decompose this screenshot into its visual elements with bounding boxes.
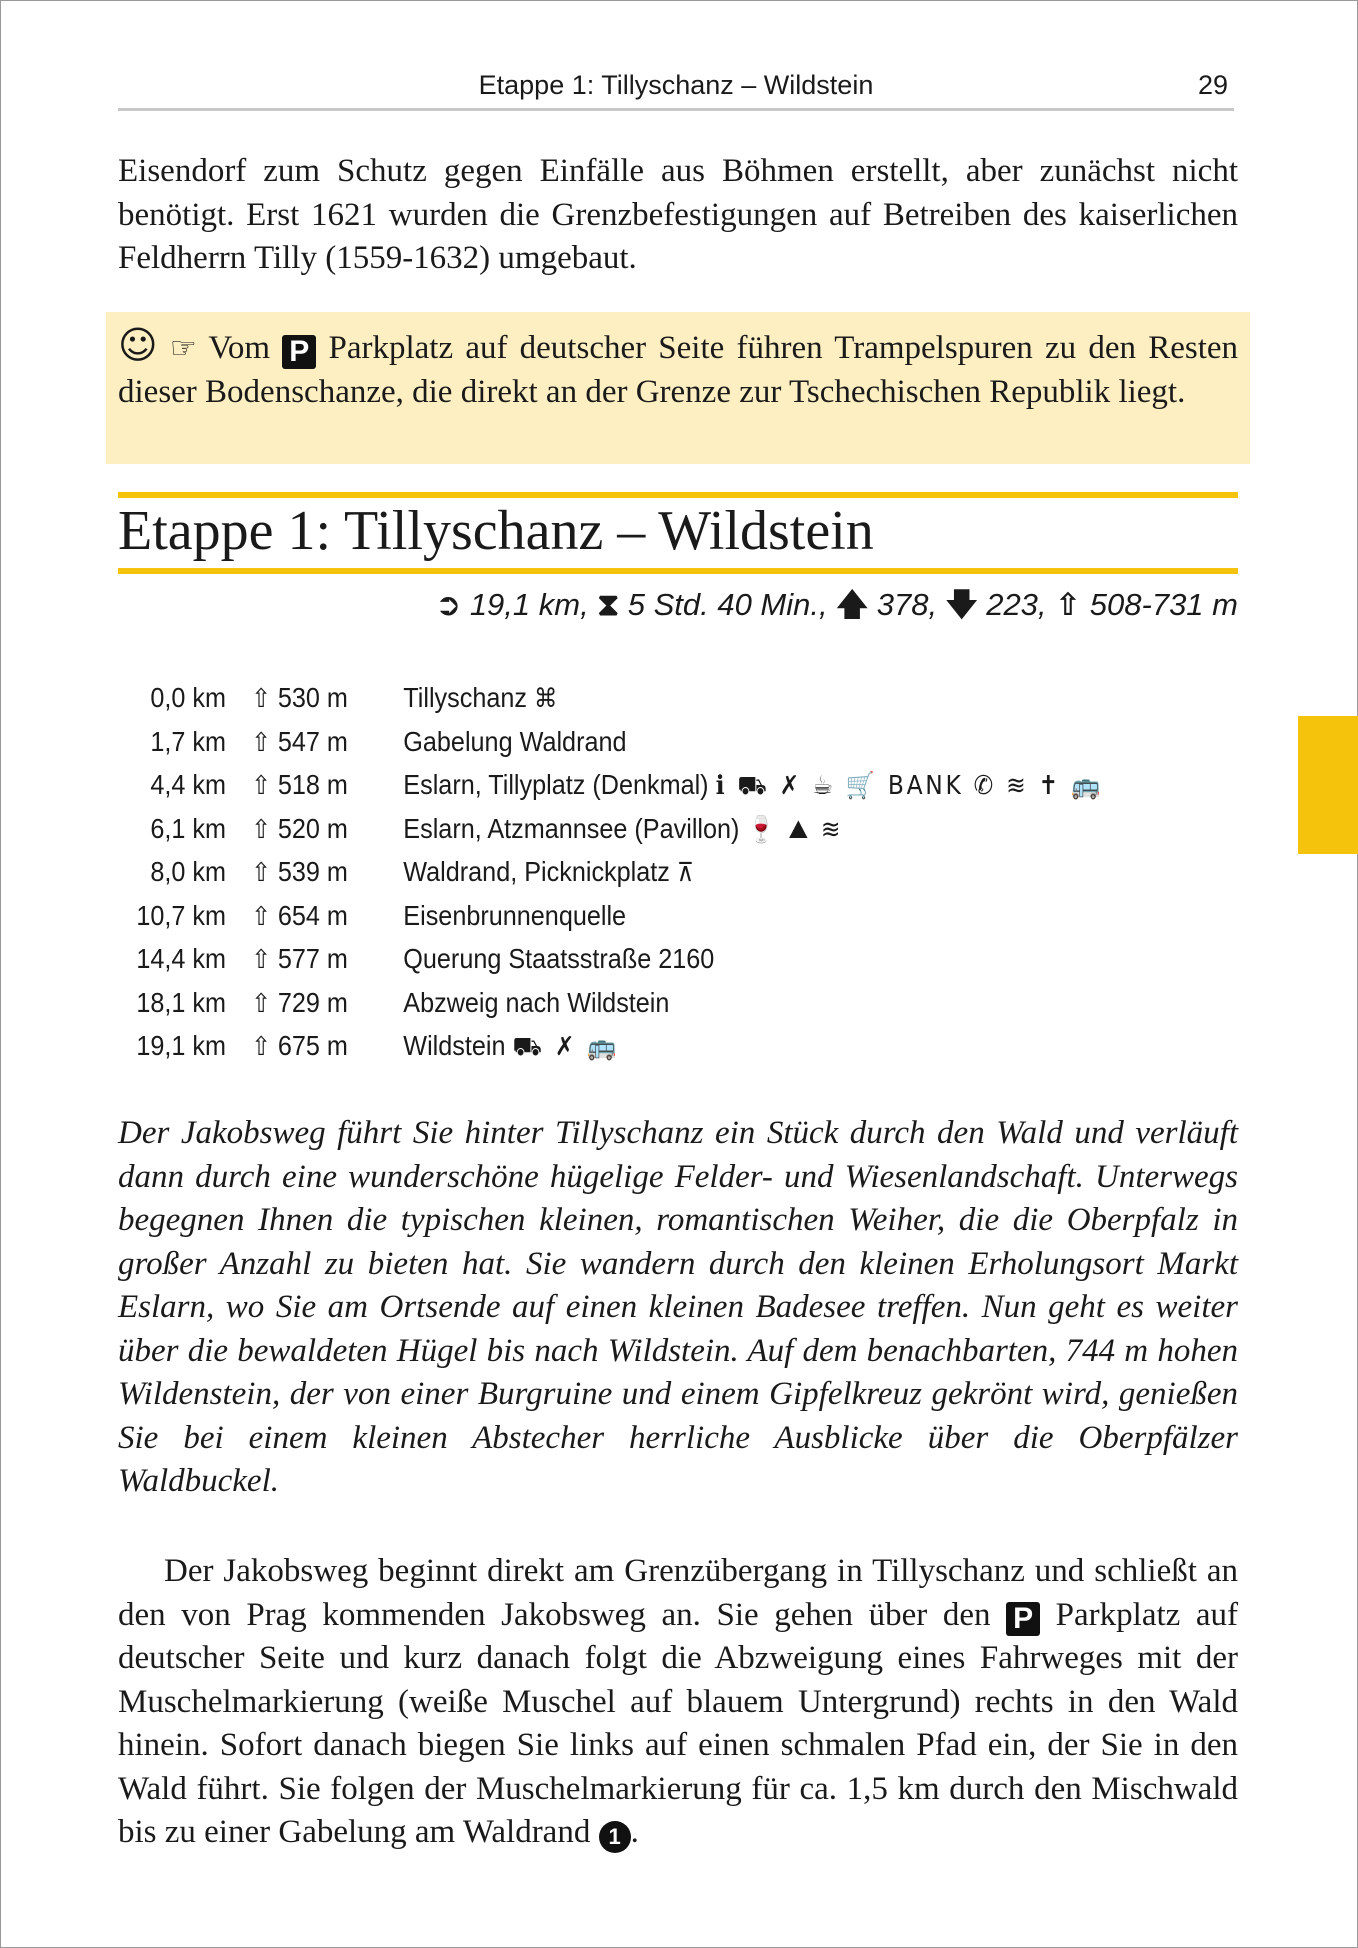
route-place bbox=[403, 763, 1103, 809]
route-altitude-value: 520 m bbox=[277, 812, 348, 844]
facility-icons: ⊼ bbox=[676, 858, 697, 888]
route-row bbox=[118, 807, 1126, 851]
route-row bbox=[118, 850, 1126, 894]
stage-summary: Der Jakobsweg führt Sie hinter Tillyschanz ein Stück durch den Wald und verläuft dann durch eine wunderschöne hügelige Felder- und Wiesenlandschaft. Unterwegs begegnen Ihnen die typischen kleinen, romantischen Weiher, die die Oberpfalz in großer Anzahl zu bieten hat. Sie wandern durch den kleinen Erholungsort Markt Eslarn, wo Sie am Ortsende auf einen kleinen Badesee treffen. Nun geht es weiter über die bewaldeten Hügel bis nach Wildstein. Auf dem benachbarten, 744 m hohen Wildenstein, der von einer Burgruine und einem Gipfelkreuz gekrönt wird, genießen Sie bei einem kleinen Abstecher herrliche Ausblicke über die Oberpfälzer Waldbuckel. bbox=[118, 1115, 1238, 1499]
route-place bbox=[403, 676, 560, 722]
info-text-before: Vom bbox=[208, 330, 271, 366]
route-place-name: Querung Staatsstraße 2160 bbox=[403, 943, 715, 974]
route-distance: 19,1 km bbox=[136, 1030, 226, 1061]
route-altitude bbox=[251, 676, 348, 722]
route-place-name: Eslarn, Atzmannsee (Pavillon) bbox=[403, 812, 740, 844]
route-altitude bbox=[251, 894, 348, 940]
smiley-icon: ☺ bbox=[118, 323, 158, 367]
route-place-name: Waldrand, Picknickplatz bbox=[403, 856, 670, 887]
route-altitude bbox=[251, 937, 348, 983]
route-row bbox=[118, 676, 1126, 720]
altitude-arrow-icon: ⇧ bbox=[251, 945, 271, 975]
route-distance: 14,4 km bbox=[136, 943, 226, 974]
route-table bbox=[118, 676, 1238, 1068]
route-place-name: Tillyschanz bbox=[403, 682, 528, 713]
route-altitude-value: 547 m bbox=[277, 725, 348, 757]
route-row bbox=[118, 720, 1126, 764]
route-place bbox=[403, 720, 626, 766]
facility-icons: ⛟ ✗ 🚌 bbox=[512, 1032, 620, 1062]
route-distance: 10,7 km bbox=[136, 899, 226, 931]
ascent-value: 378, bbox=[876, 587, 938, 622]
altitude-arrow-icon: ⇧ bbox=[251, 901, 271, 932]
descent-value: 223, bbox=[986, 587, 1047, 622]
facility-icons: ℹ ⛟ ✗ ☕ 🛒 BANK ✆ ≋ ✝ 🚌 bbox=[715, 771, 1103, 801]
route-text-end: . bbox=[630, 1814, 639, 1850]
route-text-before: Der Jakobsweg beginnt direkt am Grenzübergang in Tillyschanz und schließt an den von Prag kommenden Jakobsweg an. Sie gehen über den bbox=[118, 1553, 1238, 1633]
parking-icon: P bbox=[1006, 1602, 1040, 1636]
ascent-arrow-icon: 🡅 bbox=[836, 587, 869, 623]
altitude-arrow-icon: ⇧ bbox=[251, 988, 271, 1019]
running-head bbox=[118, 68, 1234, 111]
altitude-arrow-icon: ⇧ bbox=[251, 684, 271, 714]
info-box-text bbox=[118, 324, 1238, 414]
running-head-title: Etappe 1: Tillyschanz – Wildstein bbox=[478, 70, 874, 100]
distance-value: 19,1 km, bbox=[469, 587, 589, 622]
route-place bbox=[403, 981, 669, 1027]
route-altitude bbox=[251, 850, 348, 896]
stage-stats bbox=[118, 582, 1238, 635]
route-place bbox=[403, 937, 714, 983]
route-distance: 4,4 km bbox=[150, 769, 226, 800]
route-place bbox=[403, 1024, 619, 1070]
altitude-arrow-icon: ⇧ bbox=[251, 858, 271, 888]
waypoint-marker-icon: 1 bbox=[599, 1821, 631, 1853]
route-place-name: Wildstein bbox=[403, 1030, 506, 1061]
route-altitude bbox=[251, 1024, 348, 1070]
altitude-arrow-icon: ⇧ bbox=[251, 727, 271, 758]
hourglass-icon: ⧗ bbox=[597, 587, 620, 623]
chapter-thumb-tab bbox=[1298, 716, 1358, 854]
route-description bbox=[118, 1550, 1238, 1855]
route-place bbox=[403, 850, 696, 896]
duration-value: 5 Std. 40 Min., bbox=[627, 587, 828, 622]
route-altitude-value: 654 m bbox=[277, 899, 348, 931]
route-row bbox=[118, 937, 1126, 981]
route-distance: 6,1 km bbox=[150, 812, 226, 844]
page-number: 29 bbox=[1197, 70, 1228, 100]
paragraph-intro: Eisendorf zum Schutz gegen Einfälle aus Böhmen erstellt, aber zunächst nicht benötigt. Erst 1621 wurden die Grenzbefestigungen auf Betreiben des kaiserlichen Feldherrn Tilly (1559-1632) umgebaut. bbox=[118, 153, 1238, 276]
altitude-arrow-icon: ⇧ bbox=[251, 1032, 271, 1062]
route-place bbox=[403, 894, 626, 940]
distance-icon: ➲ bbox=[435, 587, 462, 623]
route-altitude bbox=[251, 763, 348, 809]
route-distance: 0,0 km bbox=[150, 682, 226, 713]
route-distance: 1,7 km bbox=[150, 725, 226, 757]
route-place-name: Gabelung Waldrand bbox=[403, 725, 627, 757]
route-altitude bbox=[251, 807, 348, 853]
route-row bbox=[118, 1024, 1126, 1068]
altitude-range-value: 508-731 m bbox=[1089, 587, 1238, 622]
route-altitude-value: 729 m bbox=[277, 986, 348, 1018]
info-box bbox=[106, 312, 1250, 464]
route-distance: 18,1 km bbox=[136, 986, 226, 1018]
stage-heading bbox=[118, 492, 1238, 574]
stage-title: Etappe 1: Tillyschanz – Wildstein bbox=[118, 500, 874, 562]
route-place bbox=[403, 807, 843, 853]
route-row bbox=[118, 894, 1126, 938]
route-altitude bbox=[251, 720, 348, 766]
route-place-name: Abzweig nach Wildstein bbox=[403, 986, 670, 1018]
pointing-hand-icon: ☞ bbox=[169, 331, 197, 366]
facility-icons: 🍷 ⛰ ≋ bbox=[746, 814, 844, 845]
info-text-after: Parkplatz auf deutscher Seite führen Trampelspuren zu den Resten dieser Bodenschanze, die direkt an der Grenze zur Tschechischen Republik liegt. bbox=[118, 330, 1239, 410]
altitude-arrow-icon: ⇧ bbox=[251, 814, 271, 845]
altitude-arrow-icon: ⇧ bbox=[1055, 587, 1082, 623]
route-text-after: Parkplatz auf deutscher Seite und kurz danach folgt die Abzweigung eines Fahrweges mit der Muschelmarkierung (weiße Muschel auf blauem Untergrund) rechts in den Wald hinein. Sofort danach biegen Sie links auf einen schmalen Pfad ein, der Sie in den Wald führt. Sie folgen der Muschelmarkierung für ca. 1,5 km durch den Mischwald bis zu einer Gabelung am Waldrand bbox=[118, 1596, 1239, 1850]
route-distance: 8,0 km bbox=[150, 856, 226, 887]
route-row bbox=[118, 981, 1126, 1025]
parking-icon: P bbox=[282, 335, 316, 369]
altitude-arrow-icon: ⇧ bbox=[251, 771, 271, 801]
route-place-name: Eisenbrunnenquelle bbox=[403, 899, 627, 931]
route-altitude-value: 530 m bbox=[277, 682, 348, 713]
facility-icons: ⌘ bbox=[534, 684, 561, 714]
descent-arrow-icon: 🡇 bbox=[945, 587, 978, 623]
route-altitude-value: 518 m bbox=[277, 769, 348, 800]
route-row bbox=[118, 763, 1126, 807]
route-altitude-value: 577 m bbox=[277, 943, 348, 974]
route-place-name: Eslarn, Tillyplatz (Denkmal) bbox=[403, 769, 709, 800]
route-altitude-value: 675 m bbox=[277, 1030, 348, 1061]
route-altitude-value: 539 m bbox=[277, 856, 348, 887]
route-altitude bbox=[251, 981, 348, 1027]
